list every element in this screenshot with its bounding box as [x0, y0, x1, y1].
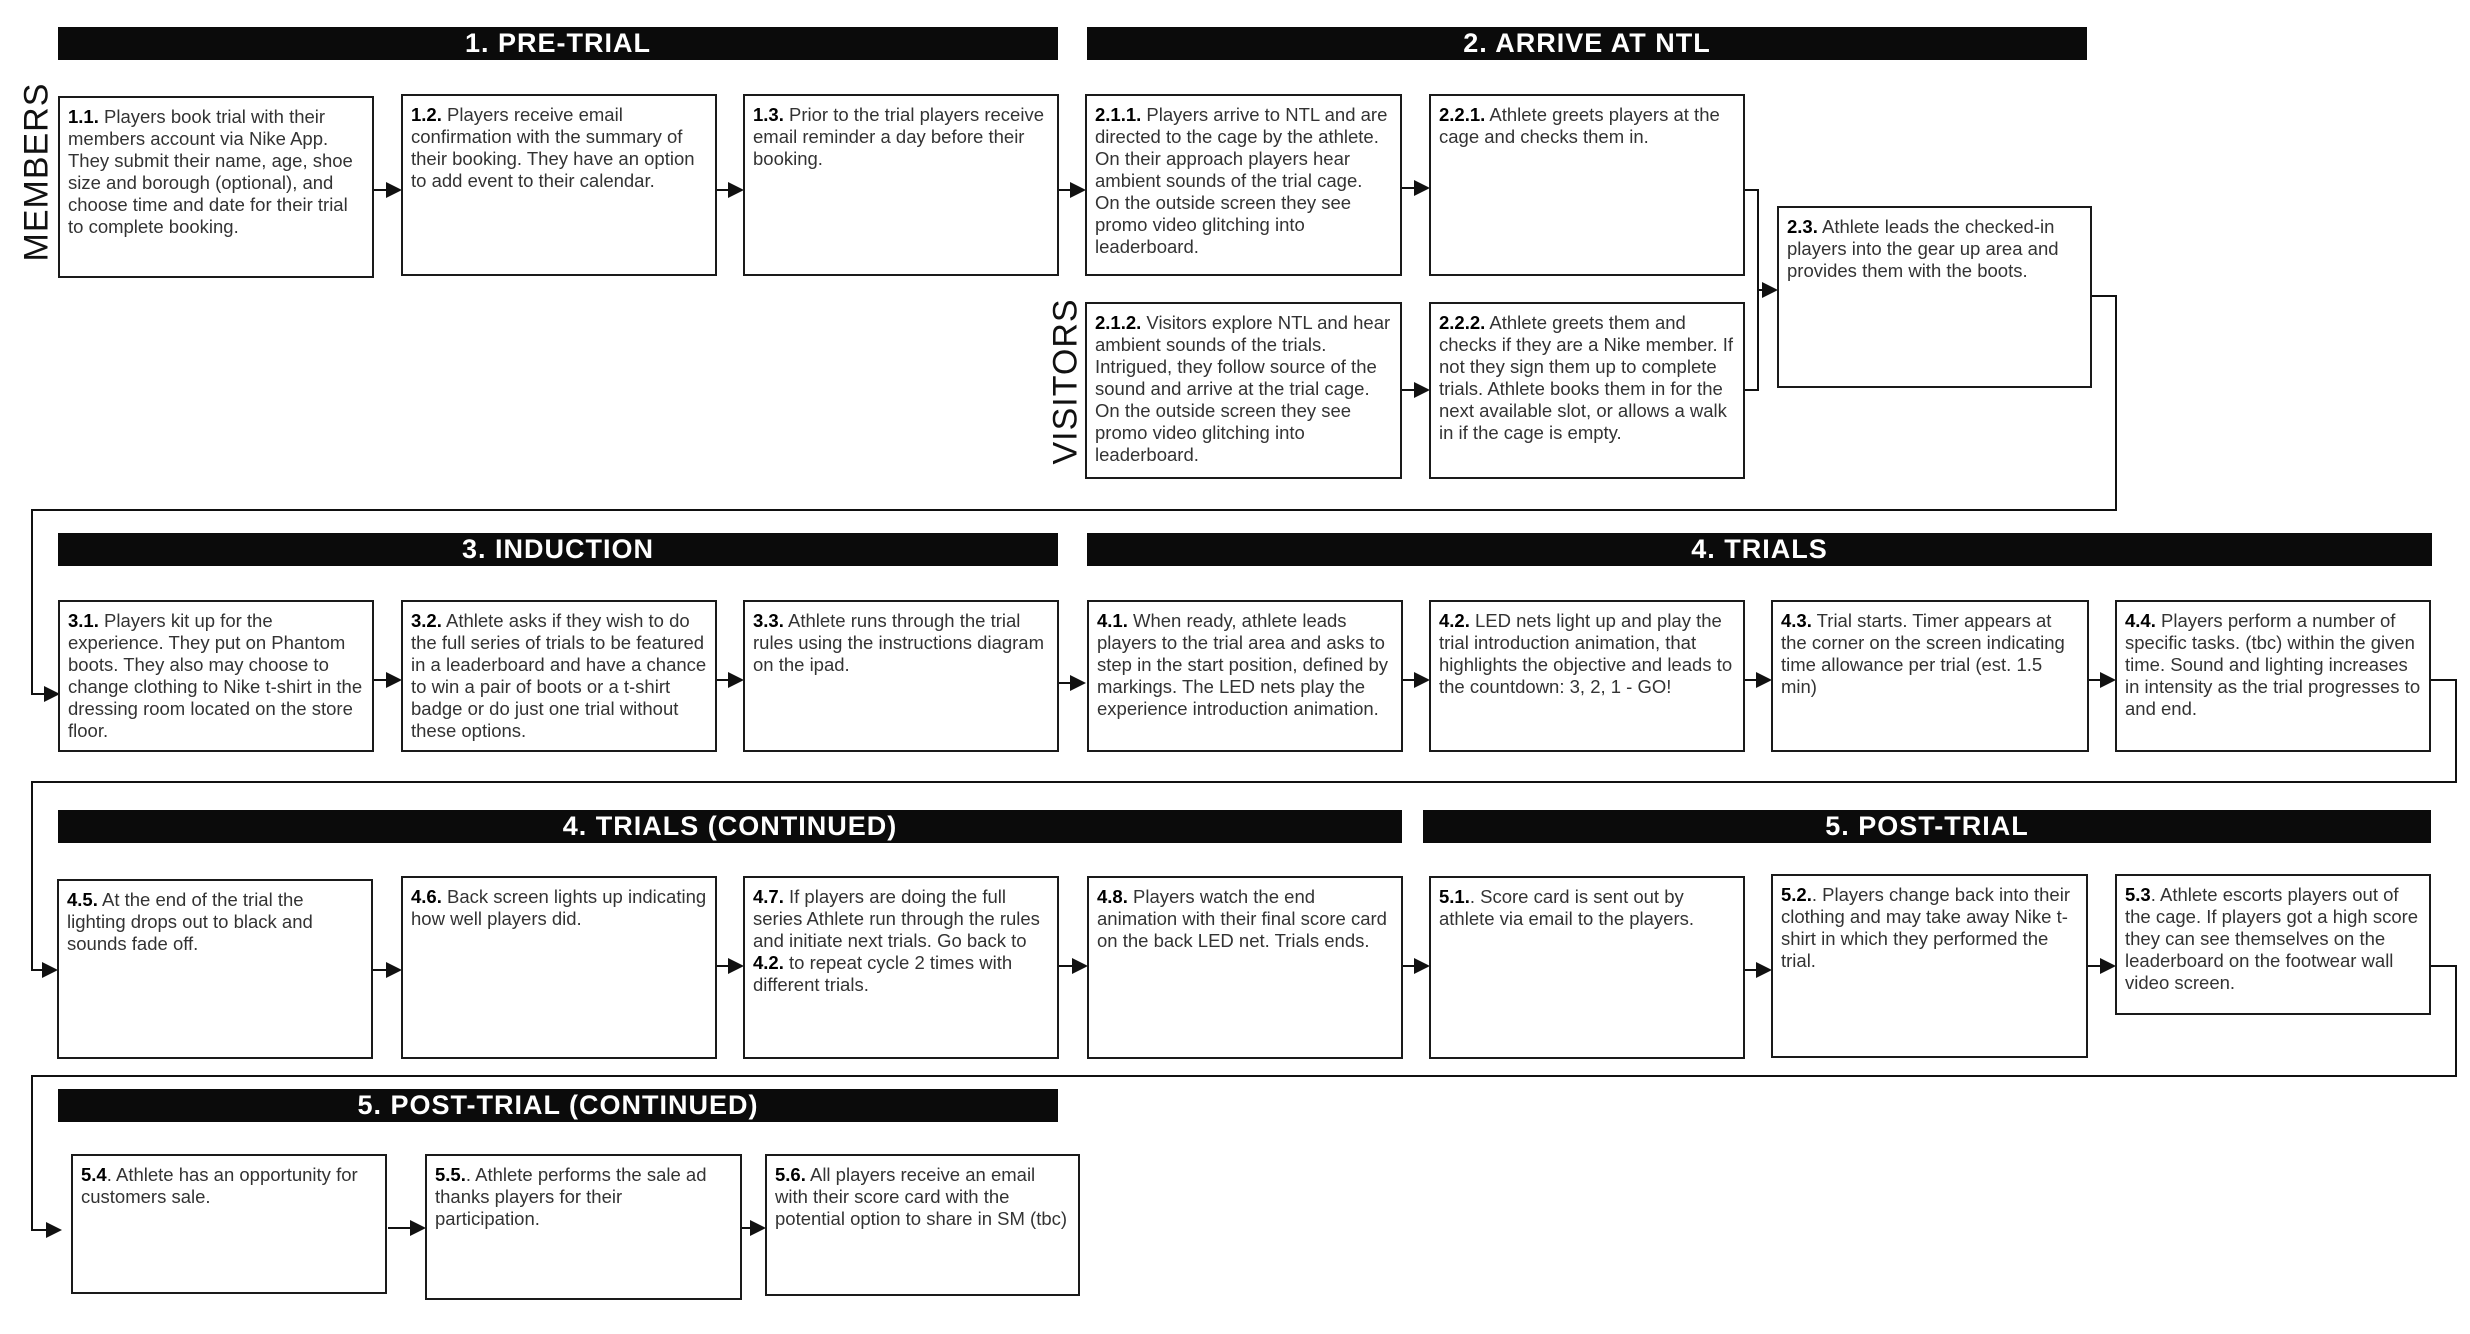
section-header-trials: 4. TRIALS [1087, 533, 2432, 566]
step-number: 4.4. [2125, 610, 2156, 631]
step-5-3 [2115, 874, 2431, 1015]
step-text: Back screen lights up indicating how well players did. [411, 886, 707, 929]
step-text: Trial starts. Timer appears at the corner on the screen indicating time allowance per trial (est. 1.5 min) [1781, 610, 2065, 697]
step-number: 2.3. [1787, 216, 1818, 237]
visitors-label: VISITORS [1046, 298, 1085, 465]
step-1-3 [743, 94, 1059, 276]
step-text: . Athlete has an opportunity for customers sale. [81, 1164, 358, 1207]
step-number: 1.3. [753, 104, 784, 125]
step-5-4 [71, 1154, 387, 1294]
step-2-3 [1777, 206, 2092, 388]
step-text: . Athlete escorts players out of the cage. If players got a high score they can see themselves on the leaderboard on the footwear wall video screen. [2125, 884, 2419, 993]
step-2-1-2 [1085, 302, 1402, 479]
step-number: 5.1. [1439, 886, 1470, 907]
section-header-arrive: 2. ARRIVE AT NTL [1087, 27, 2087, 60]
step-2-1-1 [1085, 94, 1402, 276]
step-text: Players watch the end animation with their final score card on the back LED net. Trials ends. [1097, 886, 1387, 951]
step-number: 2.2.1. [1439, 104, 1486, 125]
members-label: MEMBERS [17, 82, 56, 262]
step-number: 3.2. [411, 610, 442, 631]
step-text: If players are doing the full series Athlete run through the rules and initiate next trials. Go back to [753, 886, 1040, 951]
section-header-post-trial: 5. POST-TRIAL [1423, 810, 2431, 843]
step-number: 4.2. [1439, 610, 1470, 631]
step-number: 2.1.1. [1095, 104, 1142, 125]
step-number: 5.2. [1781, 884, 1812, 905]
step-4-2 [1429, 600, 1745, 752]
step-1-1 [58, 96, 374, 278]
step-text: Players perform a number of specific tasks. (tbc) within the given time. Sound and lighting increases in intensity as the trial progresses to and end. [2125, 610, 2421, 719]
step-4-7 [743, 876, 1059, 1059]
step-number: 3.3. [753, 610, 784, 631]
step-text: Players kit up for the experience. They put on Phantom boots. They also may choose to change clothing to Nike t-shirt in the dressing room located on the store floor. [68, 610, 363, 741]
step-5-5 [425, 1154, 742, 1300]
step-number: 1.2. [411, 104, 442, 125]
step-text: At the end of the trial the lighting drops out to black and sounds fade off. [67, 889, 313, 954]
step-number: 5.3 [2125, 884, 2151, 905]
step-4-8 [1087, 876, 1403, 1059]
step-4-3 [1771, 600, 2089, 752]
step-number: 2.1.2. [1095, 312, 1142, 333]
step-text: LED nets light up and play the trial introduction animation, that highlights the objective and leads to the countdown: 3, 2, 1 - GO! [1439, 610, 1733, 697]
step-3-3 [743, 600, 1059, 752]
step-text: Athlete greets players at the cage and checks them in. [1439, 104, 1720, 147]
step-text: . Athlete performs the sale ad thanks players for their participation. [435, 1164, 707, 1229]
step-3-2 [401, 600, 717, 752]
step-5-2 [1771, 874, 2088, 1058]
step-5-6 [765, 1154, 1080, 1296]
step-text: Athlete greets them and checks if they are a Nike member. If not they sign them up to complete trials. Athlete books them in for the next available slot, or allows a walk in if the cage is empty. [1439, 312, 1734, 443]
step-number: 4.6. [411, 886, 442, 907]
step-text: Visitors explore NTL and hear ambient sounds of the trials. Intrigued, they follow source of the sound and arrive at the trial cage. On the outside screen they see promo video glitching into leaderboard. [1095, 312, 1391, 465]
step-number: 2.2.2. [1439, 312, 1486, 333]
step-2-2-1 [1429, 94, 1745, 276]
step-number: 1.1. [68, 106, 99, 127]
step-text: Prior to the trial players receive email reminder a day before their booking. [753, 104, 1044, 169]
step-text: Players book trial with their members account via Nike App. They submit their name, age, shoe size and borough (optional), and choose time and date for their trial to complete booking. [68, 106, 353, 237]
step-text: . Players change back into their clothing and may take away Nike t-shirt in which they performed the trial. [1781, 884, 2070, 971]
step-number: 4.8. [1097, 886, 1128, 907]
step-4-4 [2115, 600, 2431, 752]
step-text: to repeat cycle 2 times with different trials. [753, 952, 1013, 995]
step-text: . Score card is sent out by athlete via email to the players. [1439, 886, 1695, 929]
step-number: 4.5. [67, 889, 98, 910]
step-text: Athlete asks if they wish to do the full series of trials to be featured in a leaderboard and have a chance to win a pair of boots or a t-shirt badge or do just one trial without these options. [411, 610, 707, 741]
step-text: Players receive email confirmation with the summary of their booking. They have an option to add event to their calendar. [411, 104, 695, 191]
step-4-6 [401, 876, 717, 1059]
step-4-5 [57, 879, 373, 1059]
step-5-1 [1429, 876, 1745, 1059]
section-header-trials-continued: 4. TRIALS (CONTINUED) [58, 810, 1402, 843]
step-text: Athlete runs through the trial rules using the instructions diagram on the ipad. [753, 610, 1045, 675]
step-number: 5.6. [775, 1164, 806, 1185]
section-header-induction: 3. INDUCTION [58, 533, 1058, 566]
step-reference: 4.2. [753, 952, 784, 973]
step-1-2 [401, 94, 717, 276]
step-2-2-2 [1429, 302, 1745, 479]
step-text: When ready, athlete leads players to the trial area and asks to step in the start position, defined by markings. The LED nets play the experience introduction animation. [1097, 610, 1389, 719]
section-header-post-trial-continued: 5. POST-TRIAL (CONTINUED) [58, 1089, 1058, 1122]
step-number: 5.4 [81, 1164, 107, 1185]
step-number: 3.1. [68, 610, 99, 631]
step-text: Athlete leads the checked-in players into the gear up area and provides them with the boots. [1787, 216, 2059, 281]
step-number: 4.1. [1097, 610, 1128, 631]
step-text: All players receive an email with their score card with the potential option to share in SM (tbc) [775, 1164, 1068, 1229]
step-number: 4.7. [753, 886, 784, 907]
step-number: 4.3. [1781, 610, 1812, 631]
step-number: 5.5. [435, 1164, 466, 1185]
section-header-pre-trial: 1. PRE-TRIAL [58, 27, 1058, 60]
step-3-1 [58, 600, 374, 752]
step-text: Players arrive to NTL and are directed to the cage by the athlete. On their approach players hear ambient sounds of the trial cage. On the outside screen they see promo video glitching into leaderboard. [1095, 104, 1388, 257]
step-4-1 [1087, 600, 1403, 752]
